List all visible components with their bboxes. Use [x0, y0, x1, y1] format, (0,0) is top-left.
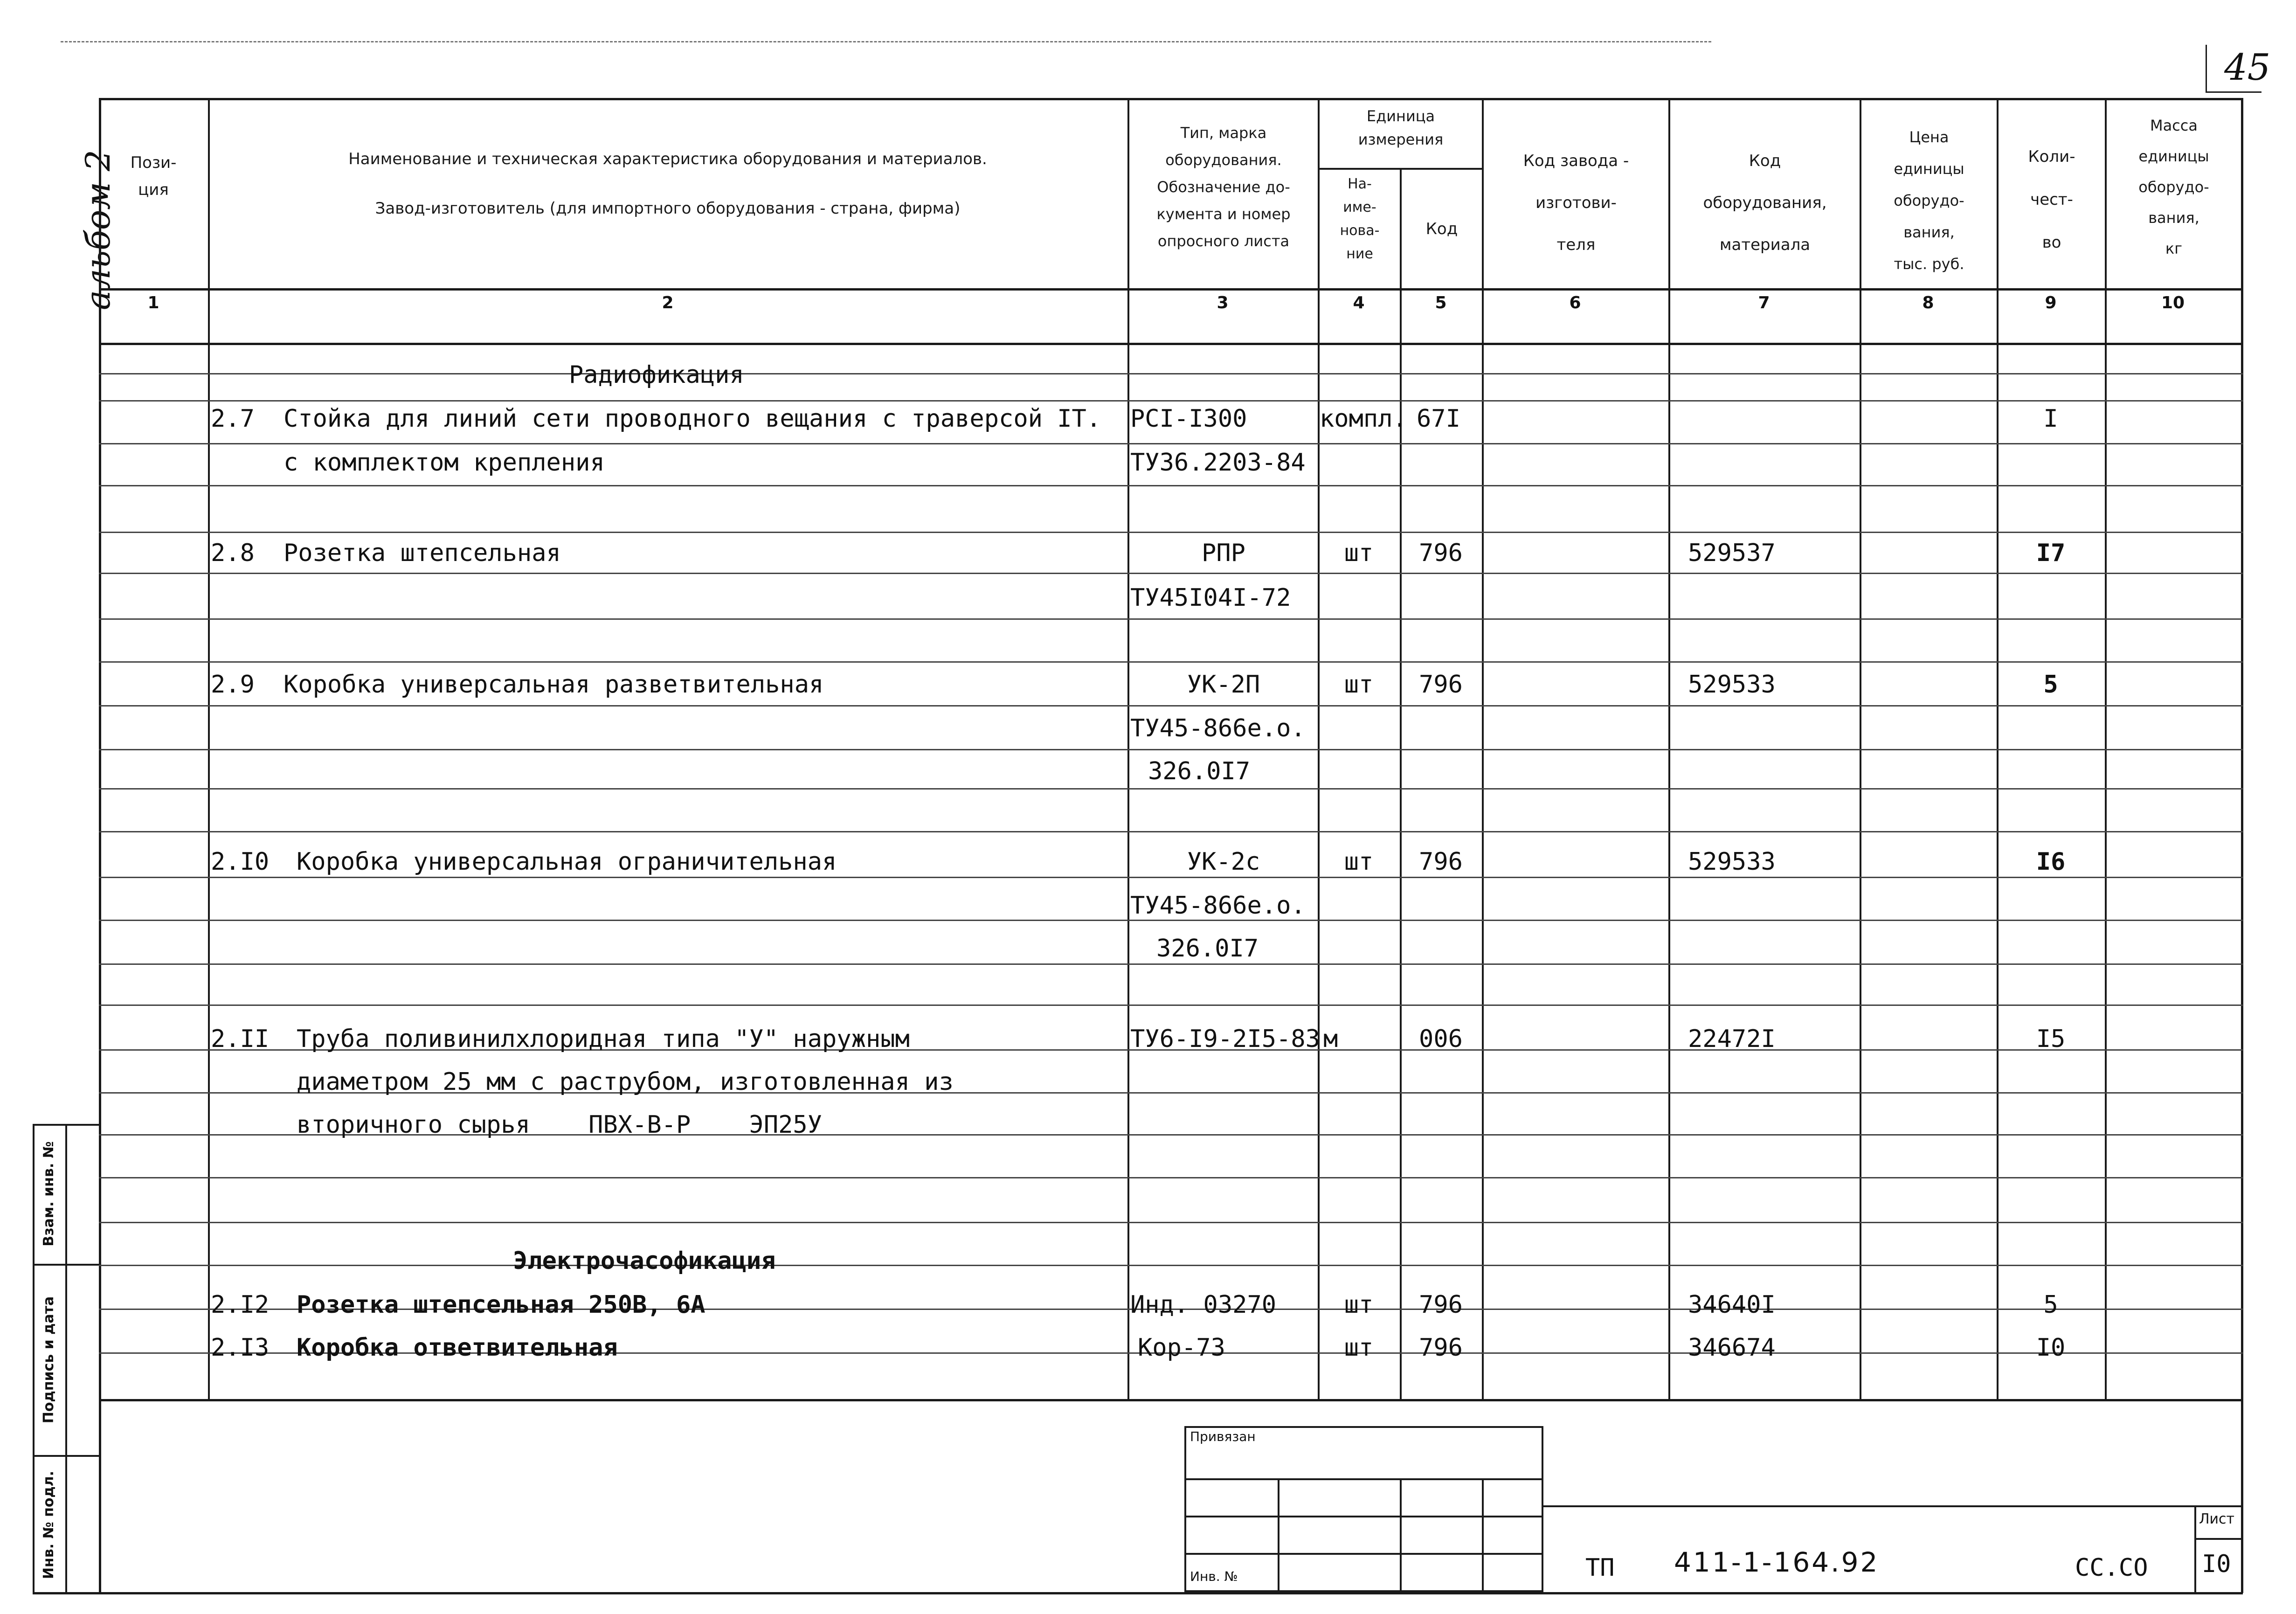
row-2.11-name-2: диаметром 25 мм с раструбом, изготовленная из — [297, 1068, 954, 1096]
row-2.9-type-2: ТУ45-866е.о. — [1130, 714, 1306, 742]
col-num-6: 6 — [1569, 293, 1581, 312]
stamp-inv-label: Инв. № — [1190, 1569, 1238, 1584]
row-line — [99, 400, 2243, 402]
header-name-line2: Завод-изготовитель (для импортного оборудования - страна, фирма) — [375, 199, 961, 218]
header-position: Пози- ция — [130, 153, 177, 199]
row-2.7-name-1: Стойка для линий сети проводного вещания с траверсой IТ. — [284, 405, 1101, 433]
row-2.8-unit: шт — [1344, 539, 1374, 567]
row-2.8-type-2: ТУ45I04I-72 — [1130, 584, 1291, 612]
header-unit-group: Единица измерения — [1358, 107, 1444, 148]
row-2.7-code: 67I — [1417, 405, 1460, 433]
row-2.12-type-1: Инд. 03270 — [1130, 1291, 1277, 1319]
stamp-sheet-label: Лист — [2199, 1511, 2235, 1527]
grid-h-unit-sub — [1318, 168, 1482, 170]
row-2.13-equip: 346674 — [1688, 1334, 1776, 1362]
row-line — [99, 485, 2243, 486]
header-qty: Коли- чест- во — [2028, 147, 2075, 252]
row-line — [99, 831, 2243, 832]
header-unit-code: Код — [1425, 220, 1458, 238]
row-2.12-equip: 34640I — [1688, 1291, 1776, 1319]
row-2.11-unit: м — [1323, 1025, 1338, 1053]
row-2.13-unit: шт — [1344, 1334, 1374, 1362]
side-label-inv-podl: Инв. № подл. — [41, 1470, 57, 1579]
row-2.11-type-1: ТУ6-I9-2I5-83 — [1130, 1025, 1320, 1053]
row-2.10-equip: 529533 — [1688, 848, 1776, 876]
row-2.12-name-1: Розетка штепсельная 250В, 6А — [297, 1291, 705, 1319]
row-2.9-equip: 529533 — [1688, 671, 1776, 699]
sheet-number-underline — [2206, 91, 2261, 93]
row-2.9-pos: 2.9 — [211, 671, 255, 699]
grid-h-top — [99, 98, 2243, 100]
row-2.8-type-1: РПР — [1202, 539, 1245, 567]
stamp-vline — [1278, 1478, 1279, 1592]
grid-v-right — [2241, 98, 2243, 1593]
side-line — [33, 1455, 99, 1457]
row-line — [99, 963, 2243, 965]
row-2.7-type-2: ТУ36.2203-84 — [1130, 449, 1306, 477]
row-2.9-type-1: УК-2П — [1187, 671, 1260, 699]
row-2.8-code: 796 — [1419, 539, 1463, 567]
row-line — [99, 788, 2243, 790]
side-border-left — [33, 1124, 35, 1593]
col-num-10: 10 — [2161, 293, 2185, 312]
stamp-vline — [1482, 1478, 1484, 1592]
row-2.11-name-3: вторичного сырья ПВХ-В-Р ЭП25У — [297, 1111, 823, 1139]
row-2.7-type-1: РСI-I300 — [1130, 405, 1247, 433]
header-price: Цена единицы оборудо- вания, тыс. руб. — [1894, 128, 1964, 273]
header-mass: Масса единицы оборудо- вания, кг — [2138, 117, 2209, 257]
row-2.13-name-1: Коробка ответвительная — [297, 1334, 618, 1362]
row-2.8-qty: I7 — [2036, 539, 2066, 567]
grid-h-page-bottom — [33, 1592, 2243, 1594]
row-2.9-type-3: 326.0I7 — [1148, 757, 1251, 785]
stamp-title-top — [1543, 1505, 2243, 1507]
row-2.7-unit: компл. — [1320, 405, 1407, 433]
row-line — [99, 618, 2243, 620]
side-line — [33, 1124, 99, 1126]
section-title-radio: Радиофикация — [569, 361, 744, 389]
col-num-4: 4 — [1353, 293, 1365, 312]
grid-h-table-bottom — [99, 1399, 2243, 1401]
row-line — [99, 1177, 2243, 1178]
row-2.10-type-1: УК-2с — [1187, 848, 1260, 876]
side-label-podpis: Подпись и дата — [41, 1296, 57, 1424]
row-line — [99, 661, 2243, 663]
row-line — [99, 1004, 2243, 1006]
section-title-clock: Электрочасофикация — [513, 1247, 776, 1275]
header-type: Тип, марка оборудования. Обозначение до- кумента и номер опросного листа — [1156, 124, 1291, 250]
side-label-vzam: Взам. инв. № — [41, 1141, 57, 1247]
row-line — [99, 443, 2243, 444]
row-2.13-code: 796 — [1419, 1334, 1463, 1362]
row-2.11-code: 006 — [1419, 1025, 1463, 1053]
sheet-number-handwritten: 45 — [2224, 47, 2271, 89]
row-2.8-name-1: Розетка штепсельная — [284, 539, 561, 567]
row-2.11-pos: 2.II — [211, 1025, 270, 1053]
row-2.7-name-2: с комплектом крепления — [284, 449, 605, 477]
col-num-7: 7 — [1758, 293, 1770, 312]
row-2.7-pos: 2.7 — [211, 405, 255, 433]
top-dash-line — [61, 41, 1711, 42]
col-num-3: 3 — [1217, 293, 1229, 312]
row-2.9-unit: шт — [1344, 671, 1374, 699]
stamp-sheet-divider — [2194, 1505, 2196, 1592]
stamp-doc-suffix: СС.СО — [2075, 1554, 2148, 1582]
stamp-doc-number: 411-1-164.92 — [1674, 1546, 1880, 1578]
row-line — [99, 532, 2243, 533]
row-2.10-code: 796 — [1419, 848, 1463, 876]
row-line — [99, 877, 2243, 878]
header-mfr-code: Код завода - изготови- теля — [1523, 152, 1629, 254]
row-2.8-equip: 529537 — [1688, 539, 1776, 567]
row-line — [99, 373, 2243, 374]
row-line — [99, 749, 2243, 750]
col-num-8: 8 — [1922, 293, 1934, 312]
row-2.12-code: 796 — [1419, 1291, 1463, 1319]
row-2.10-type-3: 326.0I7 — [1156, 935, 1259, 963]
row-2.9-code: 796 — [1419, 671, 1463, 699]
stamp-sheet-mid — [2194, 1538, 2243, 1540]
row-2.10-type-2: ТУ45-866е.о. — [1130, 892, 1306, 920]
sheet-number-tick — [2206, 45, 2207, 91]
row-2.9-qty: 5 — [2043, 671, 2058, 699]
stamp-privyazan-box — [1184, 1426, 1543, 1592]
grid-h-colnum-bottom — [99, 343, 2243, 345]
row-2.13-pos: 2.I3 — [211, 1334, 270, 1362]
archive-mark: альбом 2 — [78, 150, 118, 310]
grid-v-4 — [1400, 168, 1402, 1399]
stamp-line — [1184, 1516, 1543, 1517]
row-2.10-qty: I6 — [2036, 848, 2066, 876]
header-equip-code: Код оборудования, материала — [1703, 152, 1827, 254]
row-2.11-equip: 22472I — [1688, 1025, 1776, 1053]
col-num-2: 2 — [662, 293, 674, 312]
header-name-line1: Наименование и техническая характеристика оборудования и материалов. — [348, 150, 987, 168]
row-2.11-name-1: Труба поливинилхлоридная типа "У" наружным — [297, 1025, 910, 1053]
stamp-vline — [1400, 1478, 1402, 1592]
row-line — [99, 573, 2243, 574]
row-line — [99, 1265, 2243, 1266]
row-2.10-name-1: Коробка универсальная ограничительная — [297, 848, 837, 876]
row-line — [99, 1222, 2243, 1223]
row-2.9-name-1: Коробка универсальная разветвительная — [284, 671, 824, 699]
row-2.10-pos: 2.I0 — [211, 848, 270, 876]
row-line — [99, 705, 2243, 707]
row-2.12-qty: 5 — [2043, 1291, 2058, 1319]
row-2.10-unit: шт — [1344, 848, 1374, 876]
col-num-1: 1 — [147, 293, 159, 312]
stamp-line — [1184, 1553, 1543, 1555]
side-line — [33, 1264, 99, 1266]
col-num-5: 5 — [1435, 293, 1447, 312]
side-border-mid — [65, 1124, 67, 1593]
row-2.12-unit: шт — [1344, 1291, 1374, 1319]
row-2.7-qty: I — [2043, 405, 2058, 433]
stamp-doc-prefix: ТП — [1585, 1554, 1615, 1582]
row-2.13-qty: I0 — [2036, 1334, 2066, 1362]
grid-v-left — [99, 98, 101, 1593]
row-2.8-pos: 2.8 — [211, 539, 255, 567]
row-2.11-qty: I5 — [2036, 1025, 2066, 1053]
row-2.12-pos: 2.I2 — [211, 1291, 270, 1319]
stamp-line — [1184, 1478, 1543, 1480]
stamp-sheet-value: I0 — [2202, 1550, 2231, 1578]
col-num-9: 9 — [2045, 293, 2057, 312]
stamp-privyazan-label: Привязан — [1190, 1429, 1256, 1444]
header-unit-name: На- име- нова- ние — [1340, 176, 1380, 262]
row-2.13-type-1: Кор-73 — [1138, 1334, 1225, 1362]
